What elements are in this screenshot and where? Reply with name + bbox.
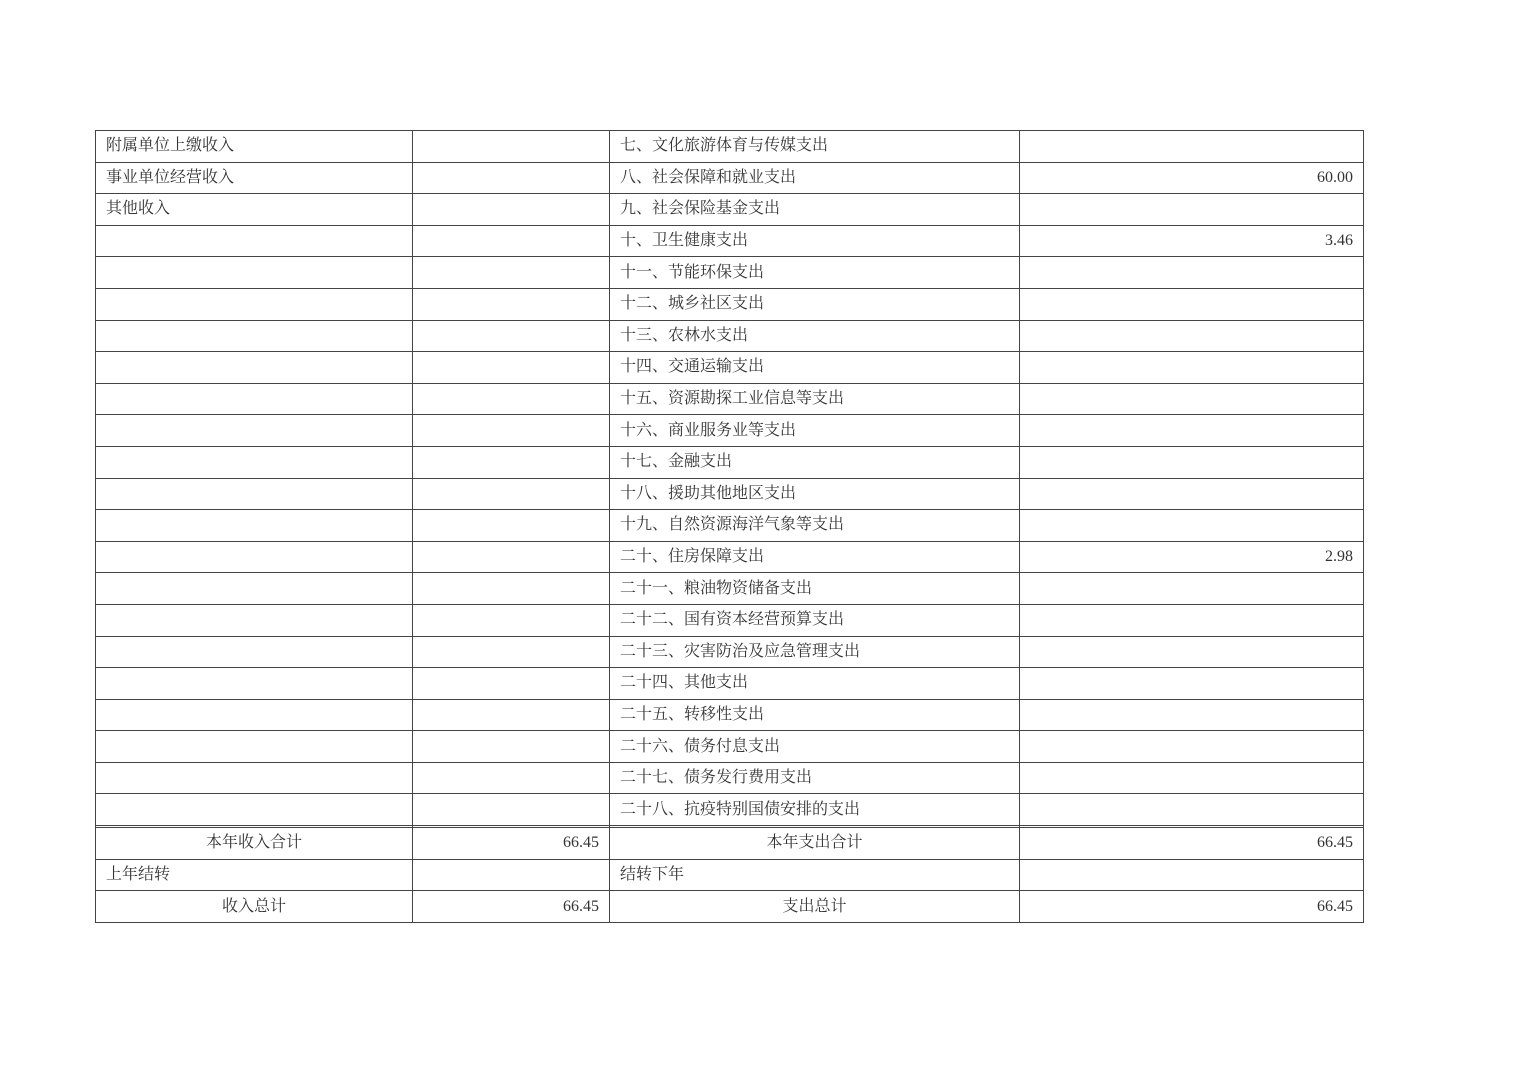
expense-amount-cell [1020,383,1364,415]
income-amount-cell [413,859,610,891]
expense-amount-cell [1020,415,1364,447]
budget-table [95,130,1364,923]
table-row [96,541,1364,573]
income-item-cell: 其他收入 [96,194,413,226]
income-amount-cell [413,194,610,226]
table-row [96,794,1364,826]
expense-amount-cell [1020,320,1364,352]
income-item-cell [96,668,413,700]
income-amount-cell [413,478,610,510]
table-row [96,225,1364,257]
income-amount-cell [413,320,610,352]
expense-item-cell: 十六、商业服务业等支出 [610,415,1020,447]
expense-amount-cell: 60.00 [1020,162,1364,194]
income-amount-cell [413,352,610,384]
expense-amount-cell [1020,352,1364,384]
expense-amount-cell [1020,731,1364,763]
expense-amount-cell [1020,636,1364,668]
expense-item-cell: 二十二、国有资本经营预算支出 [610,604,1020,636]
expense-amount-cell [1020,762,1364,794]
expense-amount-cell: 66.45 [1020,827,1364,859]
table-row [96,288,1364,320]
income-item-cell [96,573,413,605]
income-item-cell [96,257,413,289]
table-row [96,636,1364,668]
income-item-cell [96,383,413,415]
income-amount-cell [413,383,610,415]
expense-item-cell: 十、卫生健康支出 [610,225,1020,257]
income-item-cell [96,510,413,542]
income-item-cell [96,731,413,763]
table-row [96,859,1364,891]
table-row [96,604,1364,636]
income-amount-cell [413,794,610,826]
income-item-cell [96,446,413,478]
expense-amount-cell: 3.46 [1020,225,1364,257]
income-item-cell [96,352,413,384]
expense-amount-cell: 2.98 [1020,541,1364,573]
income-item-cell: 事业单位经营收入 [96,162,413,194]
income-item-cell [96,762,413,794]
table-row [96,257,1364,289]
table-row [96,762,1364,794]
table-row [96,668,1364,700]
table-row [96,731,1364,763]
expense-item-cell: 支出总计 [610,891,1020,923]
expense-item-cell: 二十、住房保障支出 [610,541,1020,573]
income-item-cell [96,320,413,352]
expense-amount-cell [1020,446,1364,478]
income-amount-cell [413,415,610,447]
table-row [96,131,1364,163]
expense-item-cell: 十三、农林水支出 [610,320,1020,352]
expense-item-cell: 二十八、抗疫特别国债安排的支出 [610,794,1020,826]
table-body [96,131,1364,923]
expense-item-cell: 二十五、转移性支出 [610,699,1020,731]
income-amount-cell [413,636,610,668]
expense-item-cell: 二十七、债务发行费用支出 [610,762,1020,794]
income-amount-cell [413,257,610,289]
expense-amount-cell [1020,288,1364,320]
income-item-cell: 本年收入合计 [96,827,413,859]
income-item-cell: 附属单位上缴收入 [96,131,413,163]
income-item-cell [96,478,413,510]
expense-amount-cell: 66.45 [1020,891,1364,923]
expense-item-cell: 十一、节能环保支出 [610,257,1020,289]
income-item-cell [96,415,413,447]
expense-item-cell: 十四、交通运输支出 [610,352,1020,384]
table-row [96,352,1364,384]
table-row [96,827,1364,859]
expense-item-cell: 本年支出合计 [610,827,1020,859]
table-row [96,162,1364,194]
expense-amount-cell [1020,699,1364,731]
income-item-cell [96,225,413,257]
table-row [96,891,1364,923]
expense-amount-cell [1020,478,1364,510]
income-amount-cell: 66.45 [413,827,610,859]
expense-amount-cell [1020,573,1364,605]
income-amount-cell [413,604,610,636]
income-item-cell: 上年结转 [96,859,413,891]
expense-item-cell: 二十四、其他支出 [610,668,1020,700]
expense-item-cell: 二十六、债务付息支出 [610,731,1020,763]
income-amount-cell [413,510,610,542]
table-row [96,478,1364,510]
expense-item-cell: 十七、金融支出 [610,446,1020,478]
income-amount-cell [413,162,610,194]
table-row [96,383,1364,415]
expense-item-cell: 结转下年 [610,859,1020,891]
expense-amount-cell [1020,794,1364,826]
expense-item-cell: 十九、自然资源海洋气象等支出 [610,510,1020,542]
expense-amount-cell [1020,668,1364,700]
income-item-cell [96,699,413,731]
income-item-cell: 收入总计 [96,891,413,923]
expense-item-cell: 八、社会保障和就业支出 [610,162,1020,194]
table-row [96,320,1364,352]
table-row [96,510,1364,542]
expense-item-cell: 七、文化旅游体育与传媒支出 [610,131,1020,163]
income-amount-cell [413,762,610,794]
expense-amount-cell [1020,510,1364,542]
income-item-cell [96,604,413,636]
expense-item-cell: 九、社会保险基金支出 [610,194,1020,226]
income-item-cell [96,794,413,826]
expense-item-cell: 十五、资源勘探工业信息等支出 [610,383,1020,415]
table-row [96,415,1364,447]
table-row [96,446,1364,478]
income-amount-cell [413,573,610,605]
expense-amount-cell [1020,604,1364,636]
expense-amount-cell [1020,131,1364,163]
expense-item-cell: 二十一、粮油物资储备支出 [610,573,1020,605]
table-row [96,194,1364,226]
income-amount-cell: 66.45 [413,891,610,923]
income-amount-cell [413,446,610,478]
table-row [96,699,1364,731]
income-amount-cell [413,668,610,700]
income-amount-cell [413,699,610,731]
expense-item-cell: 十八、援助其他地区支出 [610,478,1020,510]
expense-item-cell: 二十三、灾害防治及应急管理支出 [610,636,1020,668]
expense-amount-cell [1020,194,1364,226]
income-item-cell [96,288,413,320]
expense-amount-cell [1020,257,1364,289]
expense-amount-cell [1020,859,1364,891]
income-amount-cell [413,225,610,257]
income-amount-cell [413,541,610,573]
income-item-cell [96,541,413,573]
income-amount-cell [413,131,610,163]
income-item-cell [96,636,413,668]
income-amount-cell [413,731,610,763]
table-row [96,573,1364,605]
income-amount-cell [413,288,610,320]
expense-item-cell: 十二、城乡社区支出 [610,288,1020,320]
